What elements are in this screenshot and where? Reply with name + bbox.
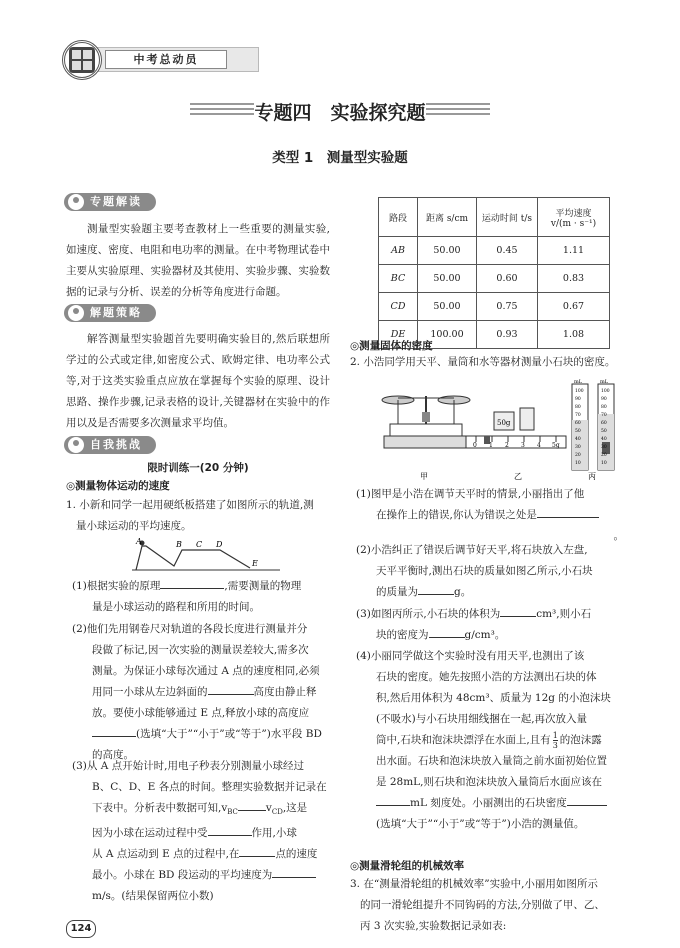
strategy-text: 解答测量型实验题首先要明确实验目的,然后联想所学过的公式或定律,如密度公式、欧姆定律、电功率公式等,对于这类实验重点应放在掌握每个实验的原理、设计思路、操作步骤,记录表格的设计,关键器材在实验中的作用以及是否需要多次测量求平均值。 xyxy=(66,333,330,429)
fig-label-jia: 甲 xyxy=(420,472,428,480)
track-label-e: E xyxy=(252,559,258,568)
svg-text:80: 80 xyxy=(601,405,607,410)
svg-text:10: 10 xyxy=(601,461,607,466)
header-label: 中考总动员 xyxy=(105,50,227,69)
table-row: DE 100.00 0.93 1.08 xyxy=(379,321,610,349)
table-row: CD 50.00 0.75 0.67 xyxy=(379,293,610,321)
scale-tick: 4 xyxy=(537,442,541,449)
weights-scale-icon xyxy=(466,408,566,449)
svg-text:70: 70 xyxy=(601,413,607,418)
weight-label: 50g xyxy=(497,419,511,427)
badge-challenge: 自我挑战 xyxy=(64,436,156,454)
balance-icon xyxy=(382,396,470,448)
q2-p4: (4)小丽同学做这个实验时没有用天平,也测出了该 石块的密度。她先按照小浩的方法测出石块的体 积,然后用体积为 48cm³、质量为 12g 的小泡沫块 (不吸水)与小石块用细线捆在一起,再次放入量 筒中,石块和泡沫块漂浮在水面上,且有 $\frac{1}{3}$ 的泡沫露 出水面。石块和泡沫块放入量筒之前水面初始位置 是 28mL,则石块和泡沫块放入量筒后水面应该在 mL 刻度处。小丽测出的石块密度 (选填“大于”“小于”或“等于”)小浩的测量值。 xyxy=(356,650,611,830)
svg-text:50: 50 xyxy=(575,429,581,434)
scale-tick: 0 xyxy=(473,442,477,449)
track-label-c: C xyxy=(196,540,203,549)
table-row: BC 50.00 0.60 0.83 xyxy=(379,265,610,293)
svg-text:10: 10 xyxy=(575,461,581,466)
svg-text:30: 30 xyxy=(575,445,581,450)
track-figure xyxy=(130,536,290,572)
cylinder-icon xyxy=(572,379,614,470)
track-label-d: D xyxy=(216,540,223,549)
fig-label-yi: 乙 xyxy=(514,472,522,480)
scale-tick: 2 xyxy=(505,442,509,449)
svg-text:80: 80 xyxy=(575,405,581,410)
intro-text: 测量型实验题主要考查教材上一些重要的测量实验,如速度、密度、电阻和电功率的测量。在中考物理试卷中主要从实验原理、实验器材及其使用、实验步骤、实验数据的记录与分析、误差的分析等角度进行命题。 xyxy=(66,223,330,298)
bulb-icon xyxy=(67,193,85,211)
table-row: AB 50.00 0.45 1.11 xyxy=(379,237,610,265)
drill-title: 限时训练一(20 分钟) xyxy=(147,462,249,474)
svg-text:20: 20 xyxy=(601,453,607,458)
bulb-icon xyxy=(67,436,85,454)
svg-text:mL: mL xyxy=(600,379,609,385)
svg-text:20: 20 xyxy=(575,453,581,458)
q2-p3: (3)如图丙所示,小石块的体积为 cm³,则小石 块的密度为 g/cm³。 xyxy=(356,604,626,646)
svg-text:60: 60 xyxy=(575,421,581,426)
badge-intro: 专题解读 xyxy=(64,193,156,211)
logo-grid-icon xyxy=(72,50,92,70)
table-header-row: 路段 距离 s/cm 运动时间 t/s 平均速度 v/(m · s⁻¹) xyxy=(379,198,610,237)
page-title: 专题四 实验探究题 xyxy=(254,102,426,124)
q1-stem xyxy=(66,495,336,537)
svg-text:100: 100 xyxy=(601,389,610,394)
svg-text:90: 90 xyxy=(575,397,581,402)
q1-p1: (1)根据实验的原理 ,需要测量的物理 量是小球运动的路程和所用的时间。 xyxy=(72,576,338,618)
q2-section: ◎测量固体的密度 xyxy=(350,340,433,352)
q2-p1: (1)图甲是小浩在调节天平时的情景,小丽指出了他 在操作上的错误,你认为错误之处是 。 xyxy=(356,488,624,542)
page-number: 124 xyxy=(66,920,96,938)
q1-data-table xyxy=(378,197,610,349)
scale-tick: 1 xyxy=(489,442,493,449)
svg-text:40: 40 xyxy=(601,437,607,442)
svg-text:30: 30 xyxy=(601,445,607,450)
badge-strategy: 解题策略 xyxy=(64,304,156,322)
svg-text:mL: mL xyxy=(574,379,583,385)
q1-stem-line2: 量小球运动的平均速度。 xyxy=(76,520,192,532)
svg-text:60: 60 xyxy=(601,421,607,426)
svg-text:70: 70 xyxy=(575,413,581,418)
q3-stem: 3. 在“测量滑轮组的机械效率”实验中,小丽用如图所示 的同一滑轮组提升不同钩码的方法,分别做了甲、乙、 丙 3 次实验,实验数据记录如表: xyxy=(350,878,605,932)
fig-label-bing: 丙 xyxy=(588,472,596,480)
bulb-icon xyxy=(67,304,85,322)
q2-stem: 2. 小浩同学用天平、量筒和水等器材测量小石块的密度。 xyxy=(350,356,616,368)
svg-text:100: 100 xyxy=(575,389,584,394)
apparatus-figure xyxy=(366,376,624,480)
q1-section: ◎测量物体运动的速度 xyxy=(66,480,170,492)
q1-p2: (2)他们先用钢卷尺对轨道的各段长度进行测量并分 段做了标记,因一次实验的测量误差较大,需多次 测量。为保证小球每次通过 A 点的速度相同,必须 用同一小球从左边斜面的 高度由静止释 放。要使小球能够通过 E 点,释放小球的高度应 (选填“大于”“小于”或“等于”)水平段 BD 的高度。 xyxy=(72,623,322,761)
scale-tick: 3 xyxy=(521,442,525,449)
q1-stem-line1: 1. 小新和同学一起用硬纸板搭建了如图所示的轨道,测 xyxy=(66,499,314,511)
scale-tick: 5g xyxy=(552,442,560,449)
track-label-a: A xyxy=(136,537,142,546)
svg-text:90: 90 xyxy=(601,397,607,402)
svg-text:50: 50 xyxy=(601,429,607,434)
track-label-b: B xyxy=(176,540,182,549)
q2-p2: (2)小浩纠正了错误后调节好天平,将石块放入左盘, 天平平衡时,测出石块的质量如图乙所示,小石块 的质量为 g。 xyxy=(356,544,593,598)
q1-p3: (3)从 A 点开始计时,用电子秒表分别测量小球经过 B、C、D、E 各点的时间。整理实验数据并记录在 下表中。分析表中数据可知$,v_{BC}$ $v_{CD}$,这是 因为小球在运动过程中受 作用,小球 从 A 点运动到 E 点的过程中,在 点的速度 最小。小球在 BD 段运动的平均速度为 m/s。(结果保留两位小数) xyxy=(72,760,327,903)
q3-section: ◎测量滑轮组的机械效率 xyxy=(350,860,465,872)
page-subtitle: 类型 1 测量型实验题 xyxy=(272,150,408,166)
svg-text:40: 40 xyxy=(575,437,581,442)
